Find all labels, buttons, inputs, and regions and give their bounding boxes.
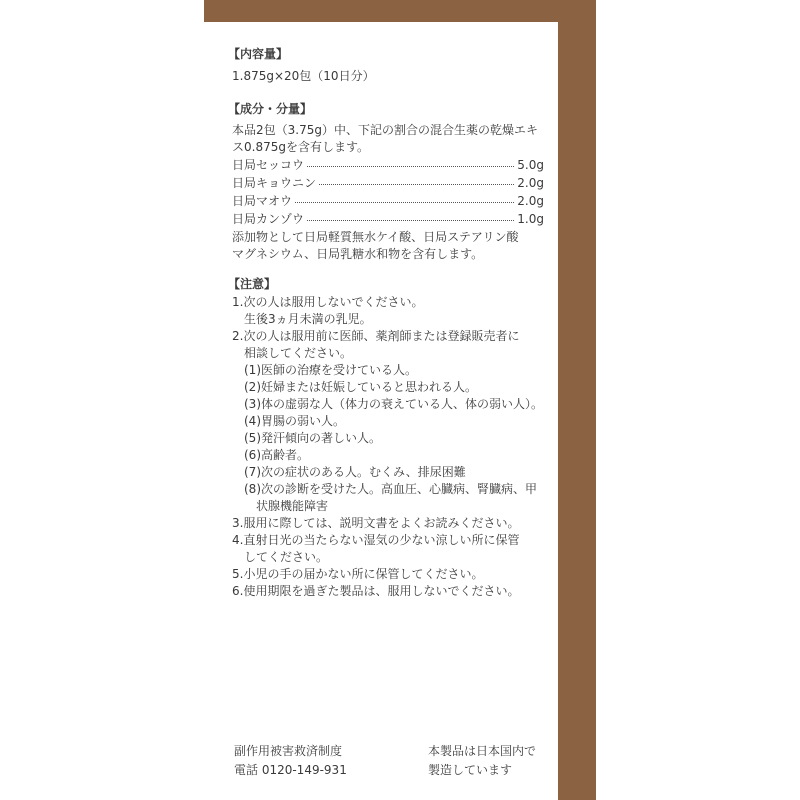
leader-dots bbox=[292, 220, 520, 221]
ingredients-intro-line: ス0.875gを含有します。 bbox=[232, 140, 370, 154]
ingredient-row bbox=[232, 174, 544, 192]
ingredient-row bbox=[232, 156, 544, 174]
ingredient-amount: 1.0g bbox=[517, 212, 544, 226]
ingredient-amount: 2.0g bbox=[517, 176, 544, 190]
caution-line: (3)体の虚弱な人（体力の衰えている人、体の弱い人）。 bbox=[232, 397, 544, 411]
caution-line: 4.直射日光の当たらない湿気の少ない涼しい所に保管 bbox=[232, 533, 520, 547]
caution-line: 5.小児の手の届かない所に保管してください。 bbox=[232, 567, 484, 581]
caution-line: 3.服用に際しては、説明文書をよくお読みください。 bbox=[232, 516, 520, 530]
ingredient-amount: 2.0g bbox=[517, 194, 544, 208]
caution-line: (2)妊婦または妊娠していると思われる人。 bbox=[232, 380, 477, 394]
ingredient-row bbox=[232, 192, 544, 210]
caution-line: 6.使用期限を過ぎた製品は、服用しないでください。 bbox=[232, 584, 520, 598]
ingredients-intro-line: 本品2包（3.75g）中、下記の割合の混合生薬の乾燥エキ bbox=[232, 123, 538, 137]
ingredient-amount: 5.0g bbox=[517, 158, 544, 172]
caution-line: 2.次の人は服用前に医師、薬剤師または登録販売者に bbox=[232, 329, 520, 343]
ingredient-name: 日局カンゾウ bbox=[232, 212, 305, 226]
additives-line: 添加物として日局軽質無水ケイ酸、日局ステアリン酸 bbox=[232, 230, 519, 244]
ingredient-row bbox=[232, 210, 544, 228]
caution-heading: 【注意】 bbox=[228, 277, 277, 291]
relief-system-label: 副作用被害救済制度 bbox=[234, 744, 343, 758]
phone-number: 電話 0120-149-931 bbox=[234, 763, 347, 777]
ingredient-name: 日局マオウ bbox=[232, 194, 293, 208]
caution-line: 状腺機能障害 bbox=[232, 499, 329, 513]
caution-line: (8)次の診断を受けた人。高血圧、心臓病、腎臓病、甲 bbox=[232, 482, 538, 496]
caution-line: (4)胃腸の弱い人。 bbox=[232, 414, 345, 428]
ingredients-heading: 【成分・分量】 bbox=[228, 102, 313, 116]
caution-line: してください。 bbox=[232, 550, 329, 564]
caution-line: (5)発汗傾向の著しい人。 bbox=[232, 431, 381, 445]
leader-dots bbox=[292, 166, 520, 167]
made-in-japan-line: 製造しています bbox=[428, 763, 513, 777]
caution-line: 生後3ヵ月未満の乳児。 bbox=[232, 312, 372, 326]
caution-line: (6)高齢者。 bbox=[232, 448, 309, 462]
brown-top-band bbox=[204, 0, 596, 22]
ingredient-name: 日局キョウニン bbox=[232, 176, 317, 190]
additives-line: マグネシウム、日局乳糖水和物を含有します。 bbox=[232, 247, 484, 261]
leader-dots bbox=[292, 184, 520, 185]
leader-dots bbox=[292, 202, 520, 203]
content-value: 1.875g×20包（10日分） bbox=[232, 69, 375, 83]
ingredient-name: 日局セッコウ bbox=[232, 158, 305, 172]
caution-line: (1)医師の治療を受けている人。 bbox=[232, 363, 417, 377]
brown-right-band bbox=[558, 0, 596, 800]
caution-line: (7)次の症状のある人。むくみ、排尿困難 bbox=[232, 465, 466, 479]
made-in-japan-line: 本製品は日本国内で bbox=[428, 744, 537, 758]
content-heading: 【内容量】 bbox=[228, 47, 289, 61]
caution-line: 1.次の人は服用しないでください。 bbox=[232, 295, 424, 309]
caution-line: 相談してください。 bbox=[232, 346, 353, 360]
